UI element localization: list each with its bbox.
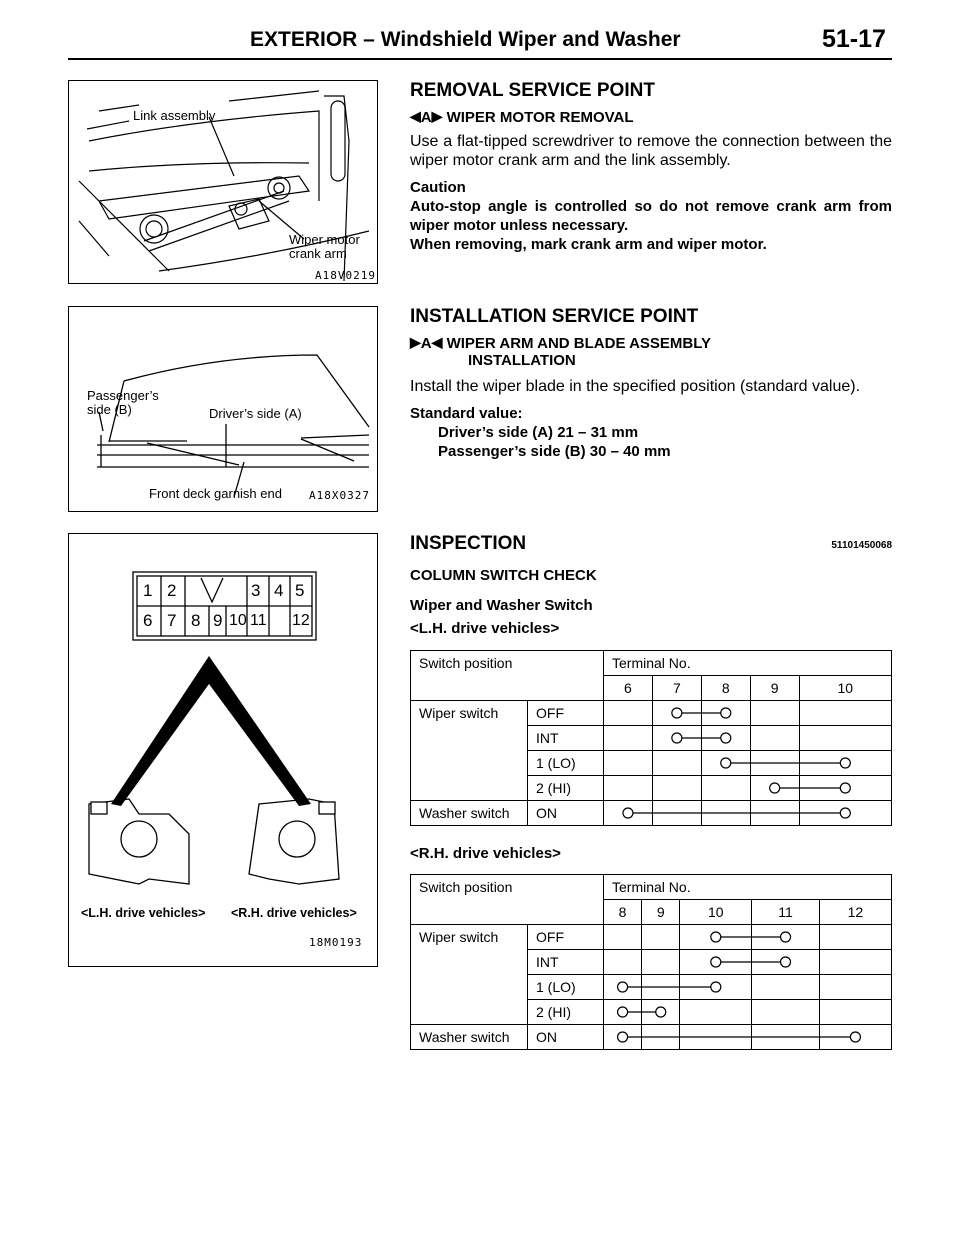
figure-code: A18V0219 — [315, 269, 376, 282]
caution-text-2: When removing, mark crank arm and wiper motor. — [410, 236, 767, 253]
table-row — [411, 726, 892, 751]
label-passenger-side-1: Passenger’s — [87, 388, 159, 403]
terminal-header: 7 — [652, 676, 701, 701]
marker-letter: A — [420, 109, 432, 126]
subheading-text: WIPER MOTOR REMOVAL — [446, 109, 634, 126]
label-front-deck-garnish: Front deck garnish end — [149, 486, 282, 501]
wiper-switch-label: Wiper switch — [411, 925, 528, 950]
position-int: INT — [528, 726, 604, 751]
label-crank-arm-1: Wiper motor — [289, 232, 360, 247]
table-row — [411, 651, 892, 676]
pin-3: 3 — [251, 581, 261, 600]
label-crank-arm-2: crank arm — [289, 246, 347, 261]
table-row — [411, 875, 892, 900]
figure-blade-position — [68, 306, 378, 512]
table-row — [411, 1025, 892, 1050]
terminal-header: 12 — [819, 900, 891, 925]
position-off: OFF — [528, 701, 604, 726]
table-rh-drive — [410, 874, 892, 1050]
figure-column-switch-connector — [68, 533, 378, 967]
table-row — [411, 1000, 892, 1025]
section-installation — [410, 306, 892, 461]
header-terminal-no: Terminal No. — [604, 651, 892, 676]
washer-switch-label: Washer switch — [411, 801, 528, 826]
page-number: 51-17 — [822, 25, 886, 53]
table-row — [411, 751, 892, 776]
table-row — [411, 776, 892, 801]
table-lh-drive — [410, 650, 892, 826]
terminal-header: 9 — [642, 900, 680, 925]
terminal-header: 11 — [752, 900, 820, 925]
table-row — [411, 925, 892, 950]
triangle-right-icon: ▶ — [431, 108, 443, 124]
table-row — [411, 900, 892, 925]
pin-9: 9 — [213, 611, 223, 630]
washer-switch-label: Washer switch — [411, 1025, 528, 1050]
terminal-header: 6 — [604, 676, 653, 701]
label-driver-side: Driver’s side (A) — [209, 406, 302, 421]
position-hi: 2 (HI) — [528, 1000, 604, 1025]
heading-removal: REMOVAL SERVICE POINT — [410, 80, 655, 101]
connector-illustration — [69, 534, 377, 966]
caution-text-1: Auto-stop angle is controlled so do not remove crank arm from wiper motor unless necessary. — [410, 198, 892, 234]
pin-2: 2 — [167, 581, 177, 600]
pin-12: 12 — [292, 612, 310, 629]
marker-letter: A — [420, 335, 432, 352]
standard-value-passenger: Passenger’s side (B) 30 – 40 mm — [438, 443, 671, 460]
section-removal — [410, 80, 892, 254]
installation-body: Install the wiper blade in the specified position (standard value). — [410, 378, 861, 395]
wiper-switch-label: Wiper switch — [411, 701, 528, 726]
pin-5: 5 — [295, 581, 305, 600]
removal-body: Use a flat-tipped screwdriver to remove the connection between the wiper motor crank arm and the link assembly. — [410, 133, 892, 169]
position-lo: 1 (LO) — [528, 751, 604, 776]
heading-inspection: INSPECTION — [410, 533, 527, 554]
terminal-header: 8 — [701, 676, 750, 701]
triangle-right-icon: ▶ — [410, 334, 421, 350]
label-lh-drive: <L.H. drive vehicles> — [81, 906, 206, 920]
figure-code: 18M0193 — [309, 936, 363, 949]
pin-8: 8 — [191, 611, 201, 630]
header-blank — [411, 900, 604, 925]
subheading-text-2: INSTALLATION — [468, 352, 576, 369]
triangle-left-icon: ◀ — [410, 108, 421, 124]
position-on: ON — [528, 801, 604, 826]
pin-1: 1 — [143, 581, 153, 600]
position-on: ON — [528, 1025, 604, 1050]
subheading-wiper-arm — [410, 334, 892, 352]
pin-7: 7 — [167, 611, 177, 630]
pin-6: 6 — [143, 611, 153, 630]
position-lo: 1 (LO) — [528, 975, 604, 1000]
header-rule — [68, 58, 892, 60]
standard-value-driver: Driver’s side (A) 21 – 31 mm — [438, 424, 639, 441]
table-row — [411, 950, 892, 975]
table-row — [411, 801, 892, 826]
table-row — [411, 975, 892, 1000]
wiper-washer-switch: Wiper and Washer Switch — [410, 597, 593, 614]
terminal-header: 8 — [604, 900, 642, 925]
table-row — [411, 701, 892, 726]
label-link-assembly: Link assembly — [133, 108, 216, 123]
terminal-header: 10 — [799, 676, 891, 701]
caution-title: Caution — [410, 179, 466, 196]
triangle-left-icon: ◀ — [431, 334, 443, 350]
page-header-title: EXTERIOR – Windshield Wiper and Washer — [250, 28, 681, 51]
position-hi: 2 (HI) — [528, 776, 604, 801]
subheading-wiper-motor-removal — [410, 108, 892, 126]
lh-drive-heading: <L.H. drive vehicles> — [410, 620, 560, 637]
pin-11: 11 — [250, 612, 267, 629]
position-off: OFF — [528, 925, 604, 950]
pin-10: 10 — [229, 612, 247, 629]
label-rh-drive: <R.H. drive vehicles> — [231, 906, 357, 920]
terminal-header: 10 — [680, 900, 752, 925]
header-terminal-no: Terminal No. — [604, 875, 892, 900]
terminal-header: 9 — [750, 676, 799, 701]
rh-drive-heading: <R.H. drive vehicles> — [410, 845, 561, 862]
pin-4: 4 — [274, 581, 284, 600]
figure-code: A18X0327 — [309, 489, 370, 502]
table-row — [411, 676, 892, 701]
heading-installation: INSTALLATION SERVICE POINT — [410, 306, 699, 327]
position-int: INT — [528, 950, 604, 975]
subheading-text-1: WIPER ARM AND BLADE ASSEMBLY — [446, 335, 712, 352]
header-switch-position: Switch position — [411, 651, 604, 676]
header-blank — [411, 676, 604, 701]
figure-wiper-motor — [68, 80, 378, 284]
label-passenger-side-2: side (B) — [87, 402, 132, 417]
column-switch-check: COLUMN SWITCH CHECK — [410, 567, 597, 584]
section-inspection — [410, 533, 892, 637]
header-switch-position: Switch position — [411, 875, 604, 900]
inspection-code: 51101450068 — [831, 540, 892, 551]
standard-value-label: Standard value: — [410, 405, 523, 422]
